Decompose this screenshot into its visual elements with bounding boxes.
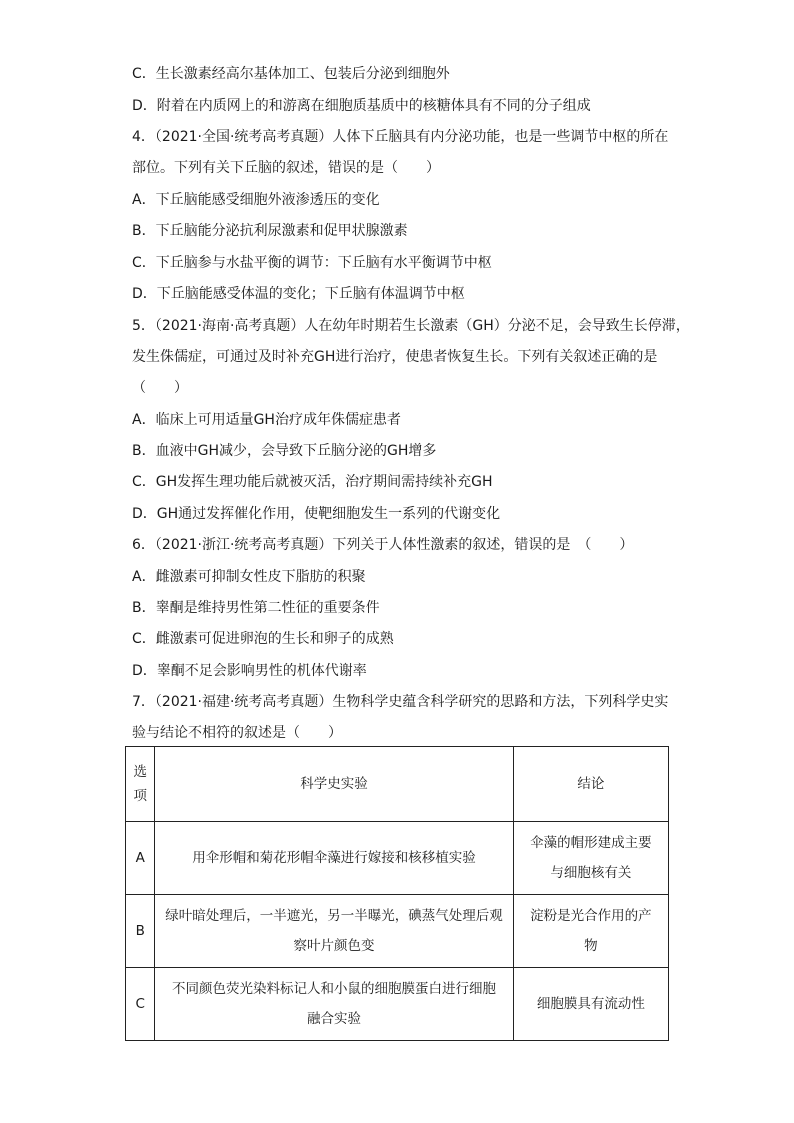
row-experiment-line1: 绿叶暗处理后，一半遮光，另一半曝光，碘蒸气处理后观 (165, 908, 503, 924)
question-5-line2: 发生侏儒症，可通过及时补充GH进行治疗，使患者恢复生长。下列有关叙述正确的是 (132, 349, 658, 365)
row-option: B (126, 895, 155, 968)
row-experiment-line1: 用伞形帽和菊花形帽伞藻进行嫁接和核移植实验 (192, 850, 476, 866)
option-d-q5: D．GH通过发挥催化作用，使靶细胞发生一系列的代谢变化 (132, 506, 501, 522)
row-experiment-line1: 不同颜色荧光染料标记人和小鼠的细胞膜蛋白进行细胞 (172, 981, 497, 997)
question-7-line2: 验与结论不相符的叙述是（ ） (132, 725, 342, 741)
header-conclusion-cell: 结论 (513, 747, 668, 822)
question-4-line1: 4．（2021·全国·统考高考真题）人体下丘脑具有内分泌功能，也是一些调节中枢的所在 (132, 129, 669, 145)
row-conclusion-line1: 淀粉是光合作用的产 (530, 908, 652, 924)
question-7-line1: 7．（2021·福建·统考高考真题）生物科学史蕴含科学研究的思路和方法，下列科学史实 (132, 694, 669, 710)
row-option: C (126, 968, 155, 1041)
row-conclusion-line1: 细胞膜具有流动性 (536, 996, 645, 1012)
option-b-q6: B．睾酮是维持男性第二性征的重要条件 (132, 600, 380, 616)
table-row (126, 968, 669, 1041)
option-a-q5: A．临床上可用适量GH治疗成年侏儒症患者 (132, 412, 401, 428)
row-conclusion-line1: 伞藻的帽形建成主要 (530, 835, 652, 851)
question-5-line3: （ ） (132, 380, 188, 396)
row-experiment-line2: 融合实验 (307, 1011, 362, 1027)
option-c-q3: C．生长激素经高尔基体加工、包装后分泌到细胞外 (132, 66, 450, 82)
option-a-q6: A．雌激素可抑制女性皮下脂肪的积聚 (132, 569, 366, 585)
header-option-cell (126, 747, 155, 822)
question-4-line2: 部位。下列有关下丘脑的叙述，错误的是（ ） (132, 160, 440, 176)
table-row (126, 895, 669, 968)
header-option-line1: 选 (133, 764, 147, 780)
row-experiment (155, 968, 513, 1041)
question-6: 6．（2021·浙江·统考高考真题）下列关于人体性激素的叙述，错误的是 （ ） (132, 537, 634, 553)
option-c-q5: C．GH发挥生理功能后就被灭活，治疗期间需持续补充GH (132, 474, 493, 490)
row-experiment-line2: 察叶片颜色变 (293, 938, 375, 954)
option-c-q4: C．下丘脑参与水盐平衡的调节：下丘脑有水平衡调节中枢 (132, 255, 492, 271)
header-option-line2: 项 (133, 788, 147, 804)
option-d-q6: D．睾酮不足会影响男性的机体代谢率 (132, 663, 367, 679)
row-conclusion (513, 895, 668, 968)
option-a-q4: A．下丘脑能感受细胞外液渗透压的变化 (132, 192, 380, 208)
option-d-q3: D．附着在内质网上的和游离在细胞质基质中的核糖体具有不同的分子组成 (132, 98, 591, 114)
row-conclusion (513, 822, 668, 895)
header-experiment-cell: 科学史实验 (155, 747, 513, 822)
table-header-row (126, 747, 669, 822)
row-experiment (155, 822, 513, 895)
question-7-table (125, 746, 669, 1041)
table-row (126, 822, 669, 895)
row-conclusion-line2: 与细胞核有关 (550, 865, 632, 881)
row-option: A (126, 822, 155, 895)
option-c-q6: C．雌激素可促进卵泡的生长和卵子的成熟 (132, 631, 394, 647)
option-b-q5: B．血液中GH减少，会导致下丘脑分泌的GH增多 (132, 443, 437, 459)
option-b-q4: B．下丘脑能分泌抗利尿激素和促甲状腺激素 (132, 223, 408, 239)
option-d-q4: D．下丘脑能感受体温的变化；下丘脑有体温调节中枢 (132, 286, 465, 302)
row-experiment (155, 895, 513, 968)
question-5-line1: 5．（2021·海南·高考真题）人在幼年时期若生长激素（GH）分泌不足，会导致生长停滞， (132, 318, 690, 334)
row-conclusion (513, 968, 668, 1041)
row-conclusion-line2: 物 (584, 938, 598, 954)
